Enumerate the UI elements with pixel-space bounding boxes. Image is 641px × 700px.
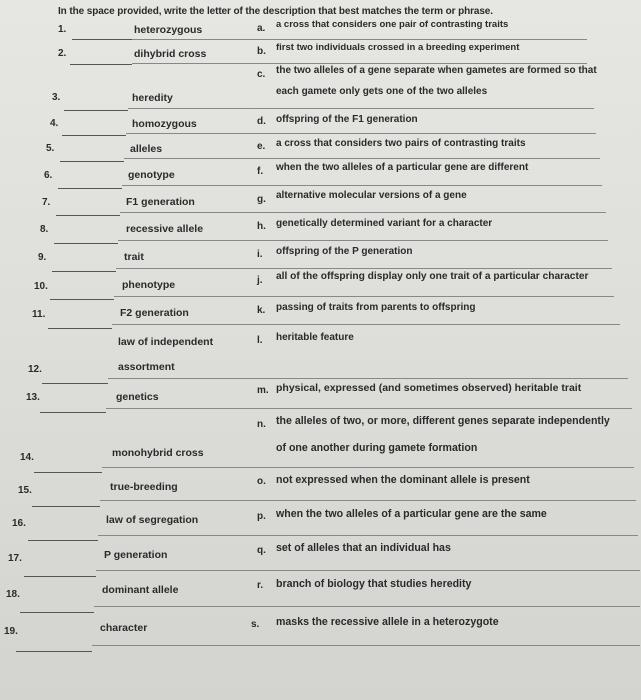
description-text: a cross that considers one pair of contrasting traits — [276, 19, 509, 30]
answer-blank-line — [34, 472, 102, 473]
term-label: law of segregation — [106, 514, 199, 526]
term-label: dihybrid cross — [134, 48, 207, 60]
row-separator-line — [114, 296, 614, 297]
term-number: 19. — [4, 626, 18, 637]
term-number: 1. — [58, 24, 67, 35]
description-text: offspring of the P generation — [276, 246, 413, 257]
description-letter: g. — [257, 194, 266, 205]
instructions-text: In the space provided, write the letter of the description that best matches the term or phrase. — [58, 6, 493, 17]
description-letter: n. — [257, 419, 266, 430]
answer-blank-line — [40, 412, 106, 413]
description-text: set of alleles that an individual has — [276, 542, 451, 554]
term-number: 12. — [28, 364, 42, 375]
term-number: 17. — [8, 553, 22, 564]
term-label: alleles — [130, 143, 163, 155]
answer-blank-line — [16, 651, 92, 652]
term-number: 11. — [32, 309, 46, 320]
description-letter: k. — [257, 305, 266, 316]
answer-blank-line — [58, 188, 122, 189]
answer-blank-line — [50, 299, 114, 300]
term-label: genetics — [116, 391, 159, 403]
term-number: 16. — [12, 518, 26, 529]
description-letter: s. — [251, 619, 260, 630]
answer-blank-line — [64, 110, 128, 111]
term-number: 5. — [46, 143, 55, 154]
term-label: heredity — [132, 92, 173, 104]
term-number: 3. — [52, 92, 61, 103]
term-number: 10. — [34, 281, 48, 292]
term-label: monohybrid cross — [112, 447, 204, 459]
row-separator-line — [102, 467, 634, 468]
answer-blank-line — [62, 135, 126, 136]
description-text: the two alleles of a gene separate when gametes are formed so that — [276, 65, 597, 76]
description-text: not expressed when the dominant allele is present — [276, 474, 530, 486]
row-separator-line — [98, 535, 638, 536]
term-label: P generation — [104, 549, 168, 561]
term-label: F2 generation — [120, 307, 189, 319]
answer-blank-line — [28, 540, 98, 541]
description-letter: i. — [257, 249, 263, 260]
term-label: character — [100, 622, 148, 634]
term-label: F1 generation — [126, 196, 195, 208]
description-text: alternative molecular versions of a gene — [276, 190, 467, 201]
term-number: 7. — [42, 197, 51, 208]
row-separator-line — [118, 240, 608, 241]
row-separator-line — [126, 133, 596, 134]
term-number: 18. — [6, 589, 20, 600]
description-text: when the two alleles of a particular gene are different — [276, 162, 529, 173]
description-text: physical, expressed (and sometimes observed) heritable trait — [276, 382, 582, 394]
row-separator-line — [96, 570, 640, 571]
answer-blank-line — [20, 612, 94, 613]
answer-blank-line — [70, 64, 132, 65]
description-letter: l. — [257, 335, 263, 346]
description-letter: r. — [257, 580, 264, 591]
term-label: true-breeding — [110, 481, 178, 493]
description-letter: p. — [257, 511, 266, 522]
answer-blank-line — [56, 215, 120, 216]
description-text: all of the offspring display only one trait of a particular character — [276, 271, 589, 282]
term-label: law of independent — [118, 336, 214, 348]
term-label-line2: assortment — [118, 361, 175, 373]
row-separator-line — [112, 324, 620, 325]
description-text: offspring of the F1 generation — [276, 114, 418, 125]
description-text: masks the recessive allele in a heterozygote — [276, 616, 499, 628]
description-letter: q. — [257, 545, 266, 556]
term-label: homozygous — [132, 118, 197, 130]
row-separator-line — [116, 268, 612, 269]
answer-blank-line — [52, 271, 116, 272]
row-separator-line — [92, 645, 640, 646]
description-text: branch of biology that studies heredity — [276, 578, 472, 590]
term-number: 9. — [38, 252, 47, 263]
row-separator-line — [100, 500, 636, 501]
row-separator-line — [122, 185, 602, 186]
description-letter: d. — [257, 116, 266, 127]
description-letter: m. — [257, 385, 269, 396]
description-letter: j. — [257, 275, 263, 286]
term-label: dominant allele — [102, 584, 179, 596]
description-text: genetically determined variant for a character — [276, 218, 493, 229]
description-letter: e. — [257, 141, 266, 152]
description-letter: o. — [257, 476, 266, 487]
description-text-line2: of one another during gamete formation — [276, 442, 478, 454]
description-text: the alleles of two, or more, different genes separate independently — [276, 415, 610, 427]
answer-blank-line — [32, 506, 100, 507]
term-number: 15. — [18, 485, 32, 496]
row-separator-line — [120, 212, 606, 213]
answer-blank-line — [24, 576, 96, 577]
row-separator-line — [132, 63, 587, 64]
term-label: phenotype — [122, 279, 176, 291]
term-label: trait — [124, 251, 144, 263]
term-label: heterozygous — [134, 24, 203, 36]
term-number: 2. — [58, 48, 67, 59]
description-text: when the two alleles of a particular gene are the same — [276, 508, 547, 520]
term-number: 13. — [26, 392, 40, 403]
row-separator-line — [124, 158, 600, 159]
description-letter: h. — [257, 221, 266, 232]
description-letter: a. — [257, 23, 266, 34]
row-separator-line — [108, 378, 628, 379]
description-text-line2: each gamete only gets one of the two alleles — [276, 86, 488, 97]
description-letter: f. — [257, 166, 264, 177]
term-label: recessive allele — [126, 223, 204, 235]
description-text: passing of traits from parents to offspring — [276, 302, 476, 313]
description-text: heritable feature — [276, 332, 354, 343]
answer-blank-line — [60, 161, 124, 162]
row-separator-line — [128, 108, 594, 109]
term-number: 4. — [50, 118, 59, 129]
row-separator-line — [94, 606, 640, 607]
answer-blank-line — [72, 39, 132, 40]
answer-blank-line — [48, 328, 112, 329]
term-number: 8. — [40, 224, 49, 235]
answer-blank-line — [54, 243, 118, 244]
row-separator-line — [132, 39, 587, 40]
description-text: a cross that considers two pairs of contrasting traits — [276, 138, 526, 149]
term-number: 14. — [20, 452, 34, 463]
row-separator-line — [106, 408, 632, 409]
term-label: genotype — [128, 169, 175, 181]
answer-blank-line — [42, 383, 108, 384]
description-text: first two individuals crossed in a breeding experiment — [276, 42, 520, 53]
term-number: 6. — [44, 170, 53, 181]
description-letter: b. — [257, 46, 266, 57]
description-letter: c. — [257, 69, 266, 80]
